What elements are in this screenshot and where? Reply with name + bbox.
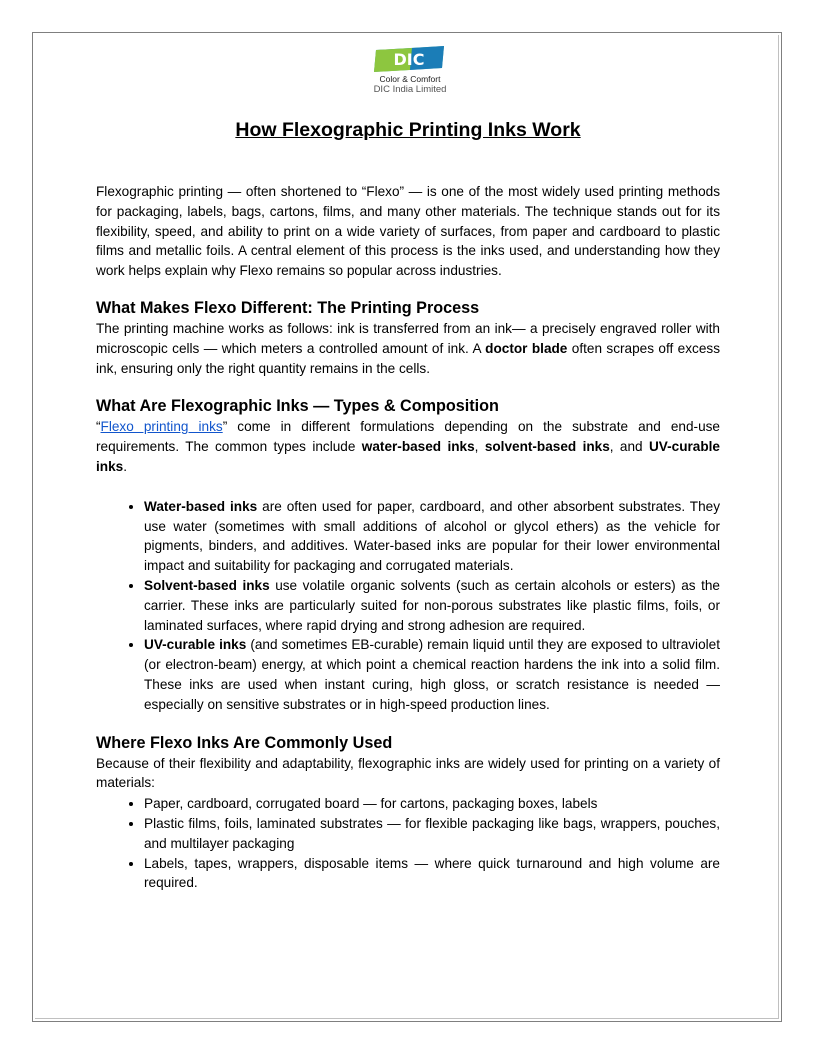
page-title: How Flexographic Printing Inks Work	[235, 119, 581, 141]
section-heading-process: What Makes Flexo Different: The Printing Process	[96, 298, 480, 317]
logo-tagline: Color & Comfort	[379, 74, 441, 84]
list-item: • Water-based inks are often used for paper, cardboard, and other absorbent substrates. They use water (sometimes with small additions of alcohol or glycol ethers) as the vehicle for pigments, binders, and additives. Water-based inks are popular for their lower environmental impact and suitability for packaging and corrugated materials.	[144, 497, 720, 576]
flexo-printing-inks-link[interactable]: Flexo printing inks	[100, 419, 223, 435]
list-item: • Solvent-based inks use volatile organic solvents (such as certain alcohols or esters) as the carrier. These inks are particularly suited for non-porous substrates like plastic films, foils, or laminated surfaces, where rapid drying and strong adhesion are required.	[144, 576, 720, 635]
uses-paragraph: Because of their flexibility and adaptability, flexographic inks are widely used for printing on a variety of materials:	[96, 755, 720, 791]
dic-logo-mark	[372, 46, 448, 72]
types-paragraph: “Flexo printing inks” come in different formulations depending on the substrate and end-use requirements. The common types include water-based inks, solvent-based inks, and UV-curable inks.	[96, 419, 720, 474]
intro-paragraph: Flexographic printing — often shortened to “Flexo” — is one of the most widely used printing methods for packaging, labels, bags, cartons, films, and many other materials. The technique stands out for its flexibility, speed, and ability to print on a wide variety of surfaces, from paper and cardboard to plastic films and metallic foils. A central element of this process is the inks used, and understanding how they work helps explain why Flexo remains so popular across industries.	[96, 184, 720, 279]
document-body	[96, 118, 720, 893]
logo-company: DIC India Limited	[373, 84, 447, 95]
doctor-blade-term: doctor blade	[485, 340, 568, 356]
list-item: • Paper, cardboard, corrugated board — for cartons, packaging boxes, labels	[144, 794, 720, 814]
uses-list	[96, 794, 720, 893]
process-paragraph: The printing machine works as follows: ink is transferred from an ink— a precisely engraved roller with microscopic cells — which meters a controlled amount of ink. A doctor blade often scrapes off excess ink, ensuring only the right quantity remains in the cells.	[96, 320, 720, 376]
dic-logo-text: DIC	[393, 50, 425, 69]
ink-types-list	[96, 497, 720, 715]
list-item: • Labels, tapes, wrappers, disposable items — where quick turnaround and high volume are required.	[144, 854, 720, 894]
section-heading-uses: Where Flexo Inks Are Commonly Used	[96, 733, 393, 752]
section-heading-types: What Are Flexographic Inks — Types & Composition	[96, 397, 499, 416]
list-item: • UV-curable inks (and sometimes EB-curable) remain liquid until they are exposed to ultraviolet (or electron-beam) energy, at which point a chemical reaction hardens the ink into a solid film. These inks are used when instant curing, high gloss, or scratch resistance is needed — especially on sensitive substrates or in high-speed production lines.	[144, 635, 720, 714]
list-item: • Plastic films, foils, laminated substrates — for flexible packaging like bags, wrappers, pouches, and multilayer packaging	[144, 814, 720, 854]
dic-logo	[350, 46, 470, 95]
